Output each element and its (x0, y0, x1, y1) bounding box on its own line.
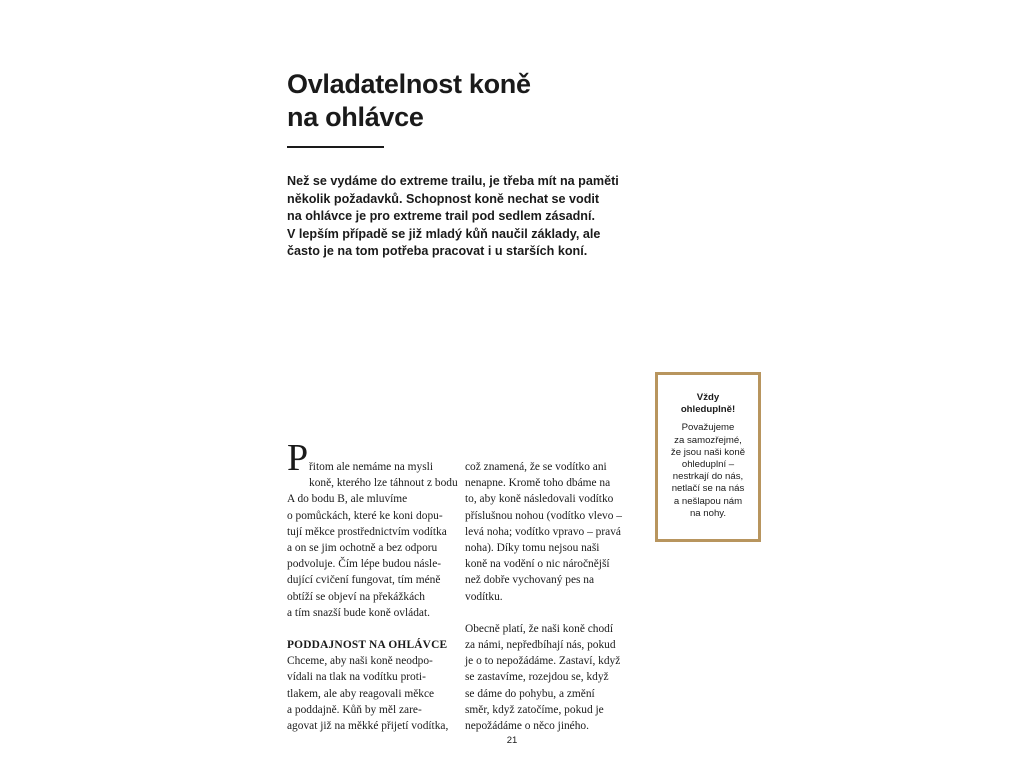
section-heading: PODDAJNOST NA OHLÁVCE (287, 639, 448, 652)
right-column (465, 459, 635, 734)
body-line: se dáme do pohybu, a změní (465, 687, 595, 700)
body-line: obtíží se objeví na překážkách (287, 590, 425, 603)
body-line: levá noha; vodítko vpravo – pravá (465, 525, 621, 538)
sidebar-box (655, 372, 761, 542)
lead-paragraph (287, 173, 647, 261)
body-line: A do bodu B, ale mluvíme (287, 493, 408, 506)
left-column (287, 437, 458, 734)
sidebar-title (658, 392, 758, 416)
body-line: dující cvičení fungovat, tím méně (287, 574, 441, 587)
body-line: vídali na tlak na vodítku proti- (287, 671, 426, 684)
sidebar-line: na nohy. (689, 507, 727, 519)
body-line: koně, kterého lze táhnout z bodu (309, 477, 458, 490)
sidebar-line: za samozřejmé, (674, 434, 742, 446)
body-line: a on se jim ochotně a bez odporu (287, 542, 438, 555)
lead-line: Než se vydáme do extreme trailu, je třeba mít na paměti (287, 174, 619, 188)
body-line: to, aby koně následovali vodítko (465, 493, 614, 506)
body-line: než dobře vychovaný pes na (465, 574, 595, 587)
sidebar-line: a nešlapou nám (673, 495, 743, 507)
sidebar-body (658, 422, 758, 520)
sidebar-title-line: ohleduplně! (680, 404, 736, 416)
lead-line: na ohlávce je pro extreme trail pod sedlem zásadní. (287, 209, 595, 224)
page-title (287, 68, 647, 134)
body-line: noha). Díky tomu nejsou naši (465, 542, 600, 555)
body-line: o pomůckách, které ke koni dopu- (287, 509, 443, 522)
body-line: je o to nepožádáme. Zastaví, když (465, 655, 621, 668)
body-line: a tím snazší bude koně ovládat. (287, 606, 430, 619)
body-line: a poddajně. Kůň by měl zare- (287, 703, 422, 716)
sidebar-line: nestrkají do nás, (672, 471, 744, 483)
sidebar-line: že jsou naši koně (670, 446, 746, 458)
body-line: Obecně platí, že naši koně chodí (465, 622, 614, 635)
sidebar-line: Považujeme (681, 422, 735, 434)
body-line: tlakem, ale aby reagovali měkce (287, 687, 435, 700)
page-number: 21 (506, 735, 518, 746)
body-line: což znamená, že se vodítko ani (465, 461, 607, 473)
body-line: nepožádáme o něco jiného. (465, 720, 589, 733)
intro-paragraph (287, 437, 458, 621)
body-line: příslušnou nohou (vodítko vlevo – (465, 509, 622, 522)
title-line: na ohlávce (287, 102, 424, 132)
body-line: směr, když zatočíme, pokud je (465, 703, 604, 716)
body-line: Chceme, aby naši koně neodpo- (287, 655, 433, 668)
body-line: koně na vodění o nic náročnější (465, 558, 610, 571)
drop-cap: P (287, 437, 309, 479)
sidebar-line: ohleduplní – (681, 459, 735, 471)
lead-line: často je na tom potřeba pracovat i u starších koní. (287, 244, 588, 259)
body-line: tují měkce prostřednictvím vodítka (287, 525, 447, 538)
body-line: řitom ale nemáme na mysli (309, 461, 433, 473)
lead-line: V lepším případě se již mladý kůň naučil základy, ale (287, 226, 601, 241)
body-line: podvoluje. Čím lépe budou násle- (287, 558, 442, 571)
sidebar-line: netlačí se na nás (671, 483, 745, 495)
body-line: vodítku. (465, 590, 503, 603)
title-underline (287, 146, 384, 148)
paragraph-spacer (465, 605, 635, 621)
title-line: Ovladatelnost koně (287, 69, 531, 99)
body-line: za námi, nepředbíhají nás, pokud (465, 639, 616, 652)
body-line: se zastavíme, rozejdou se, když (465, 671, 609, 684)
body-line: nenapne. Kromě toho dbáme na (465, 477, 611, 490)
lead-line: několik požadavků. Schopnost koně nechat se vodit (287, 191, 600, 206)
body-line: agovat již na měkké přijetí vodítka, (287, 720, 449, 733)
sidebar-title-line: Vždy (696, 392, 720, 403)
paragraph-spacer (287, 621, 457, 637)
